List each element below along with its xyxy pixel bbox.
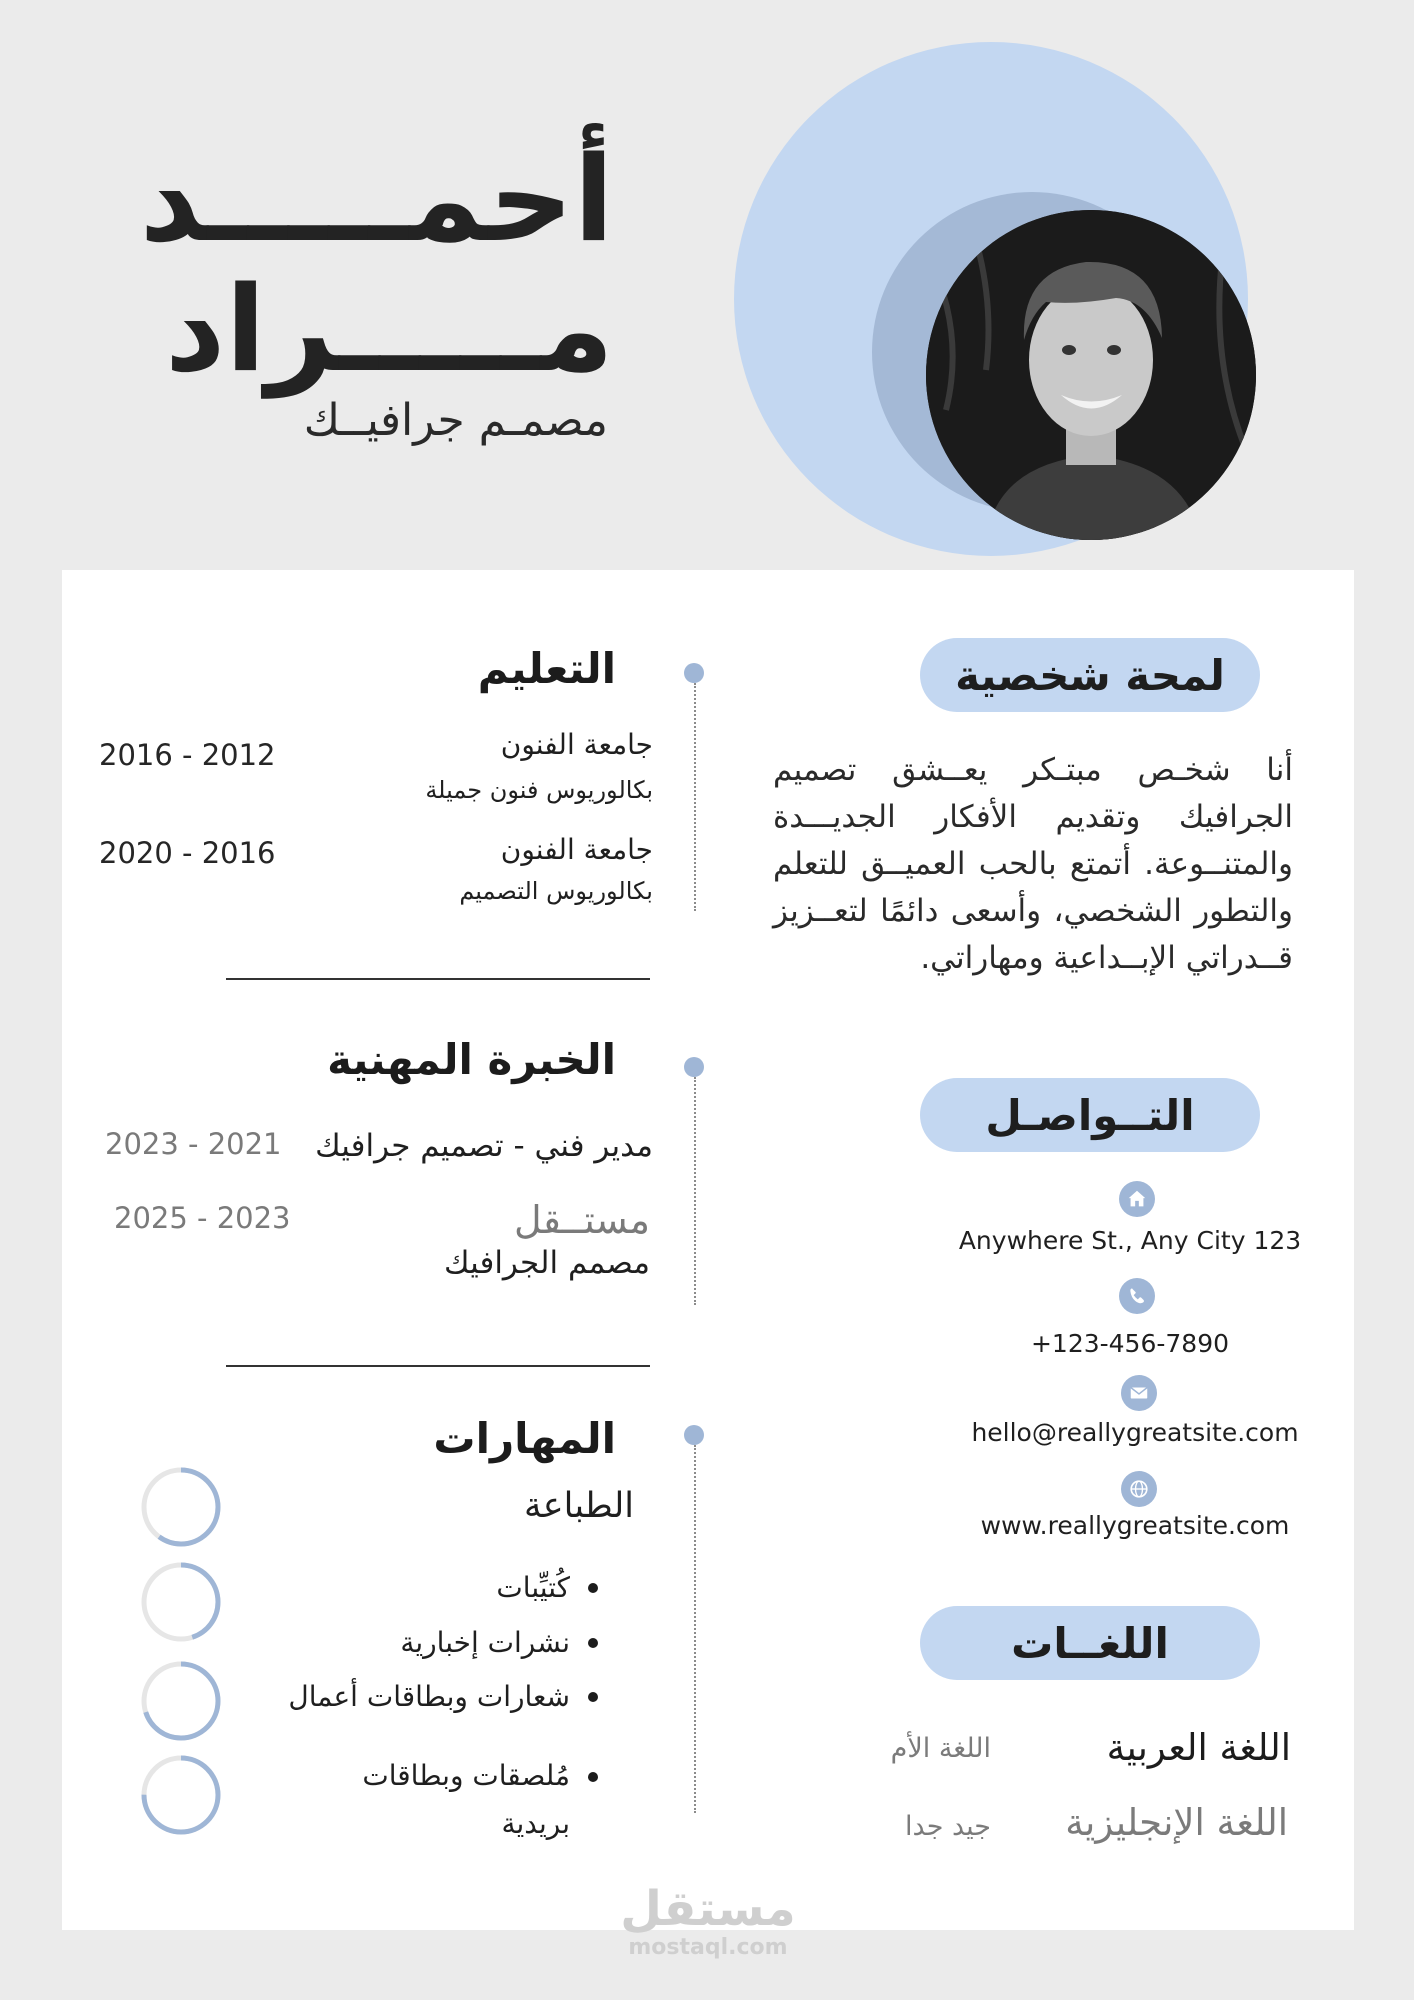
skill-label: مُلصقات وبطاقات بريدية xyxy=(362,1759,570,1840)
bullet-icon xyxy=(588,1583,598,1593)
language-name-english: اللغة الإنجليزية xyxy=(1065,1801,1288,1844)
education-degree-2: بكالوريوس التصميم xyxy=(459,877,653,905)
skill-label: نشرات إخبارية xyxy=(400,1626,570,1659)
experience-org-2: مستــقل xyxy=(514,1198,650,1242)
skill-item xyxy=(400,1626,598,1659)
timeline-dot-education xyxy=(684,663,704,683)
contact-address: Anywhere St., Any City 123 xyxy=(958,1226,1302,1255)
languages-section-title: اللغــات xyxy=(920,1606,1260,1680)
experience-role-1: مدير فني - تصميم جرافيك xyxy=(315,1128,653,1164)
skills-section-title: المهارات xyxy=(433,1414,616,1463)
contact-email[interactable]: hello@reallygreatsite.com xyxy=(971,1418,1299,1447)
bullet-icon xyxy=(588,1772,598,1782)
language-level-english: جيد جدا xyxy=(905,1811,991,1842)
experience-years-1: 2023 - 2021 xyxy=(105,1127,282,1161)
phone-icon xyxy=(1119,1278,1155,1314)
timeline-line-skills xyxy=(694,1445,696,1813)
section-divider xyxy=(226,978,650,980)
profile-section-title: لمحة شخصية xyxy=(920,638,1260,712)
contact-phone[interactable]: +123-456-7890 xyxy=(1030,1329,1230,1358)
experience-role-2: مصمم الجرافيك xyxy=(444,1245,650,1281)
timeline-dot-experience xyxy=(684,1057,704,1077)
skill-level-ring xyxy=(138,1658,224,1744)
experience-section-title: الخبرة المهنية xyxy=(327,1035,616,1084)
language-name-arabic: اللغة العربية xyxy=(1106,1726,1291,1769)
education-degree-1: بكالوريوس فنون جميلة xyxy=(425,776,653,804)
profile-photo xyxy=(926,210,1256,540)
profile-photo-illustration xyxy=(926,210,1256,540)
timeline-line-experience xyxy=(694,1077,696,1305)
home-icon xyxy=(1119,1181,1155,1217)
bullet-icon xyxy=(588,1692,598,1702)
mail-icon xyxy=(1121,1375,1157,1411)
first-name: أحمـــــد xyxy=(139,130,614,268)
education-section-title: التعليم xyxy=(477,644,616,693)
watermark-logo: مستقل xyxy=(620,1881,796,1937)
experience-years-2: 2025 - 2023 xyxy=(114,1201,291,1235)
education-school-2: جامعة الفنون xyxy=(500,833,653,866)
education-school-1: جامعة الفنون xyxy=(500,728,653,761)
skill-item xyxy=(288,1680,598,1713)
education-years-1: 2016 - 2012 xyxy=(99,738,276,772)
job-title: مصمـم جرافيــك xyxy=(303,395,608,446)
contact-section-title: التــواصـل xyxy=(920,1078,1260,1152)
timeline-dot-skills xyxy=(684,1425,704,1445)
skill-level-ring xyxy=(138,1464,224,1550)
skills-heading: الطباعة xyxy=(524,1486,634,1526)
skill-level-ring xyxy=(138,1559,224,1645)
skill-label: كُتيِّبات xyxy=(496,1571,570,1604)
timeline-line-education xyxy=(694,683,696,911)
globe-icon xyxy=(1121,1471,1157,1507)
profile-text: أنا شخـص مبتـكر يعــشق تصميم الجرافيك وتقديم الأفكار الجديـــدة والمتنــوعة. أتمتع بالحب العميــق للتعلم والتطور الشخصي، وأسعى دائمًا لتعــزيز قــدراتي الإبــداعية ومهاراتي. xyxy=(773,752,1293,976)
skill-label: شعارات وبطاقات أعمال xyxy=(288,1680,570,1713)
skill-item xyxy=(358,1752,598,1848)
last-name: مـــــراد xyxy=(164,260,614,398)
contact-website[interactable]: www.reallygreatsite.com xyxy=(980,1511,1290,1540)
language-level-arabic: اللغة الأم xyxy=(890,1733,991,1764)
bullet-icon xyxy=(588,1638,598,1648)
watermark-text: mostaql.com xyxy=(628,1935,788,1960)
section-divider xyxy=(226,1365,650,1367)
skill-level-ring xyxy=(138,1752,224,1838)
education-years-2: 2020 - 2016 xyxy=(99,836,276,870)
skill-item xyxy=(496,1571,598,1604)
